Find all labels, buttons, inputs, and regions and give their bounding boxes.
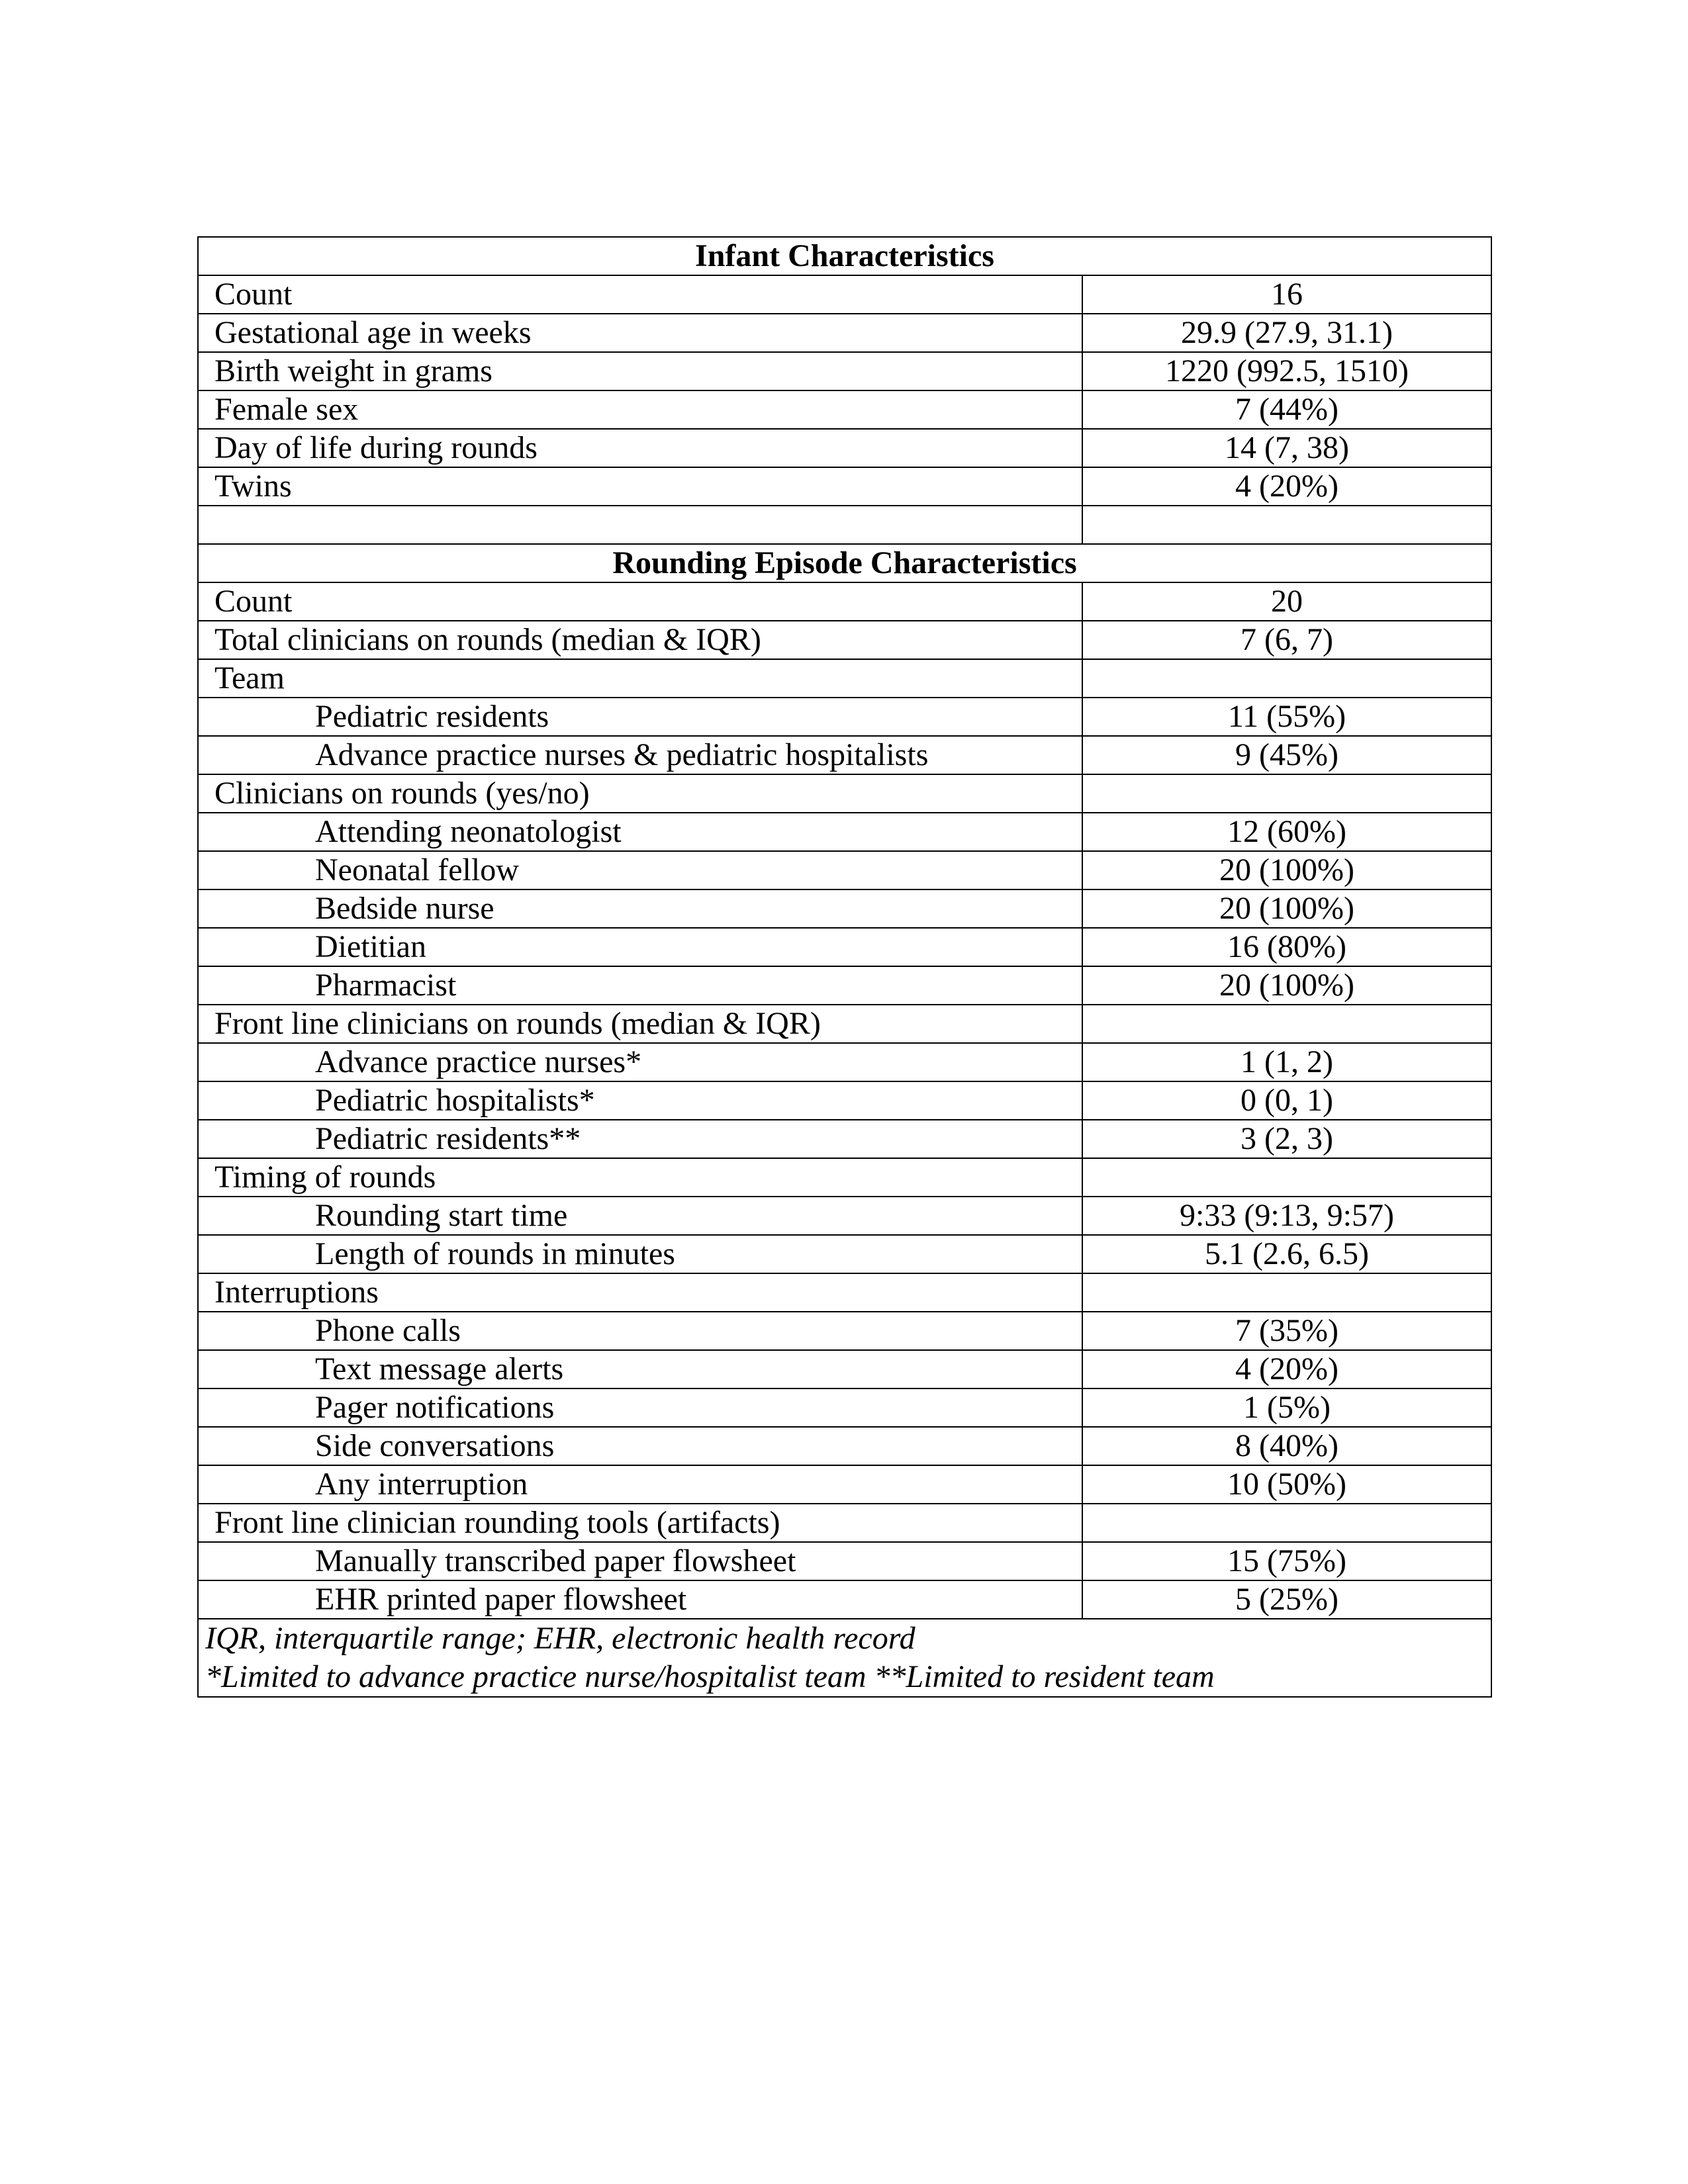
row-value: 5 (25%) xyxy=(1082,1580,1491,1619)
row-value: 7 (35%) xyxy=(1082,1312,1491,1350)
row-value: 0 (0, 1) xyxy=(1082,1081,1491,1120)
table-row xyxy=(198,314,1491,352)
row-label: Team xyxy=(198,659,1082,698)
row-label: EHR printed paper flowsheet xyxy=(198,1580,1082,1619)
row-label: Manually transcribed paper flowsheet xyxy=(198,1542,1082,1580)
table-row xyxy=(198,774,1491,813)
table-footnotes xyxy=(198,1619,1491,1697)
row-value xyxy=(1082,1504,1491,1542)
table-row xyxy=(198,582,1491,621)
row-value: 8 (40%) xyxy=(1082,1427,1491,1465)
row-label: Neonatal fellow xyxy=(198,851,1082,889)
section-title-infant-characteristics: Infant Characteristics xyxy=(198,237,1491,275)
table-row xyxy=(198,1388,1491,1427)
row-value: 11 (55%) xyxy=(1082,698,1491,736)
row-value xyxy=(1082,1273,1491,1312)
footnote-line: *Limited to advance practice nurse/hospitalist team **Limited to resident team xyxy=(205,1659,1215,1694)
row-value: 1 (1, 2) xyxy=(1082,1043,1491,1081)
table-row xyxy=(198,659,1491,698)
table-row xyxy=(198,889,1491,928)
row-label: Pediatric hospitalists* xyxy=(198,1081,1082,1120)
table-row xyxy=(198,1504,1491,1542)
table-row xyxy=(198,1081,1491,1120)
row-value: 12 (60%) xyxy=(1082,813,1491,851)
row-label: Side conversations xyxy=(198,1427,1082,1465)
table-row xyxy=(198,275,1491,314)
row-value: 7 (44%) xyxy=(1082,390,1491,429)
row-value: 4 (20%) xyxy=(1082,1350,1491,1388)
table-row xyxy=(198,1465,1491,1504)
row-value: 20 xyxy=(1082,582,1491,621)
table-body xyxy=(198,237,1491,1697)
row-label: Any interruption xyxy=(198,1465,1082,1504)
row-label: Phone calls xyxy=(198,1312,1082,1350)
row-label: Timing of rounds xyxy=(198,1158,1082,1197)
table-row xyxy=(198,1542,1491,1580)
row-value: 20 (100%) xyxy=(1082,851,1491,889)
row-label: Female sex xyxy=(198,390,1082,429)
row-label: Day of life during rounds xyxy=(198,429,1082,467)
table-row xyxy=(198,1427,1491,1465)
row-label: Dietitian xyxy=(198,928,1082,966)
section-title-rounding-episode-characteristics: Rounding Episode Characteristics xyxy=(198,544,1491,582)
row-value: 15 (75%) xyxy=(1082,1542,1491,1580)
table-row xyxy=(198,966,1491,1005)
row-label: Advance practice nurses & pediatric hospitalists xyxy=(198,736,1082,774)
footnote-line: IQR, interquartile range; EHR, electronic health record xyxy=(205,1621,915,1656)
table-row xyxy=(198,1043,1491,1081)
characteristics-table xyxy=(197,236,1492,1698)
row-value xyxy=(1082,1005,1491,1043)
table-row xyxy=(198,1350,1491,1388)
row-value: 7 (6, 7) xyxy=(1082,621,1491,659)
row-label: Pediatric residents xyxy=(198,698,1082,736)
row-value: 4 (20%) xyxy=(1082,467,1491,506)
table-row xyxy=(198,390,1491,429)
row-label: Front line clinician rounding tools (artifacts) xyxy=(198,1504,1082,1542)
row-value xyxy=(1082,659,1491,698)
row-label: Length of rounds in minutes xyxy=(198,1235,1082,1273)
table-row xyxy=(198,467,1491,506)
row-label: Clinicians on rounds (yes/no) xyxy=(198,774,1082,813)
table-row xyxy=(198,1580,1491,1619)
section-header-row xyxy=(198,544,1491,582)
spacer-row xyxy=(198,506,1491,544)
row-label: Advance practice nurses* xyxy=(198,1043,1082,1081)
row-label: Rounding start time xyxy=(198,1197,1082,1235)
spacer-cell xyxy=(198,506,1082,544)
row-label: Text message alerts xyxy=(198,1350,1082,1388)
row-value xyxy=(1082,774,1491,813)
spacer-cell xyxy=(1082,506,1491,544)
row-value: 1 (5%) xyxy=(1082,1388,1491,1427)
row-label: Pager notifications xyxy=(198,1388,1082,1427)
row-value: 29.9 (27.9, 31.1) xyxy=(1082,314,1491,352)
row-value: 1220 (992.5, 1510) xyxy=(1082,352,1491,390)
row-value xyxy=(1082,1158,1491,1197)
row-value: 9:33 (9:13, 9:57) xyxy=(1082,1197,1491,1235)
table-row xyxy=(198,928,1491,966)
row-label: Front line clinicians on rounds (median & IQR) xyxy=(198,1005,1082,1043)
row-label: Birth weight in grams xyxy=(198,352,1082,390)
table-row xyxy=(198,1120,1491,1158)
row-value: 20 (100%) xyxy=(1082,966,1491,1005)
row-label: Count xyxy=(198,582,1082,621)
row-label: Pediatric residents** xyxy=(198,1120,1082,1158)
table-row xyxy=(198,1273,1491,1312)
table-row xyxy=(198,813,1491,851)
table-row xyxy=(198,1235,1491,1273)
row-value: 3 (2, 3) xyxy=(1082,1120,1491,1158)
table-row xyxy=(198,698,1491,736)
row-label: Count xyxy=(198,275,1082,314)
row-label: Interruptions xyxy=(198,1273,1082,1312)
row-value: 9 (45%) xyxy=(1082,736,1491,774)
row-label: Total clinicians on rounds (median & IQR) xyxy=(198,621,1082,659)
row-value: 5.1 (2.6, 6.5) xyxy=(1082,1235,1491,1273)
row-label: Bedside nurse xyxy=(198,889,1082,928)
row-label: Pharmacist xyxy=(198,966,1082,1005)
table-row xyxy=(198,736,1491,774)
row-value: 10 (50%) xyxy=(1082,1465,1491,1504)
table-row xyxy=(198,1312,1491,1350)
table-row xyxy=(198,1005,1491,1043)
row-label: Attending neonatologist xyxy=(198,813,1082,851)
table-row xyxy=(198,429,1491,467)
row-label: Gestational age in weeks xyxy=(198,314,1082,352)
footnotes-row xyxy=(198,1619,1491,1697)
row-label: Twins xyxy=(198,467,1082,506)
section-header-row xyxy=(198,237,1491,275)
row-value: 14 (7, 38) xyxy=(1082,429,1491,467)
table-row xyxy=(198,1197,1491,1235)
row-value: 16 xyxy=(1082,275,1491,314)
table-row xyxy=(198,851,1491,889)
row-value: 20 (100%) xyxy=(1082,889,1491,928)
row-value: 16 (80%) xyxy=(1082,928,1491,966)
table-row xyxy=(198,621,1491,659)
table-row xyxy=(198,352,1491,390)
table-row xyxy=(198,1158,1491,1197)
